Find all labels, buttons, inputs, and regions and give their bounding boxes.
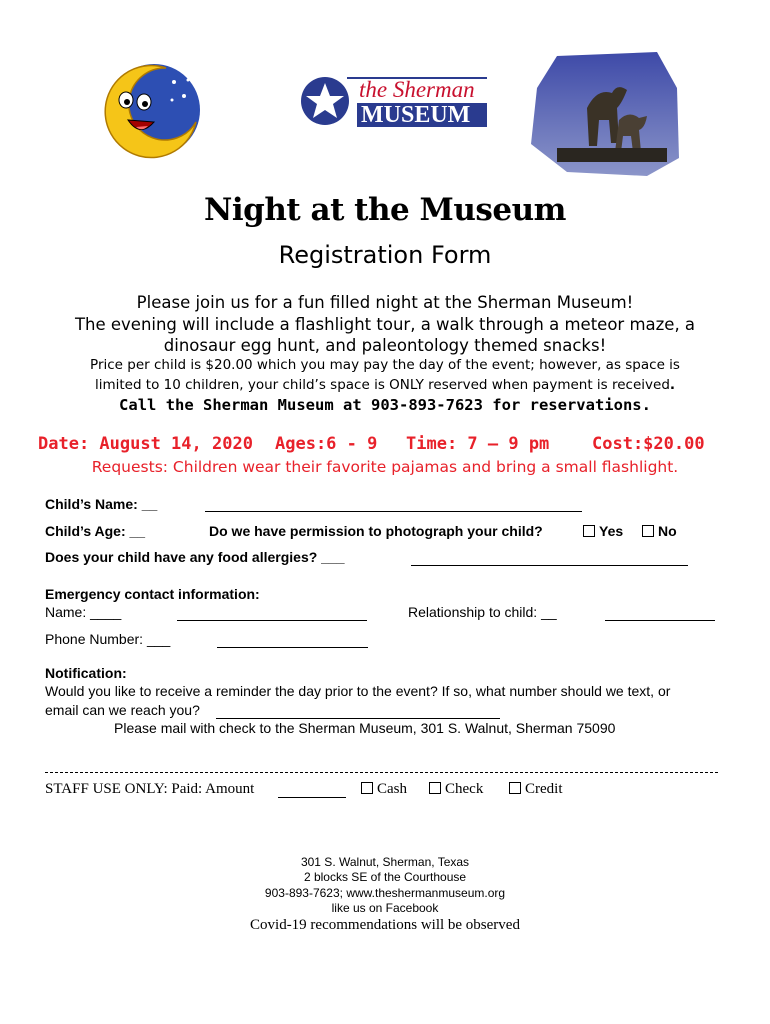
notification-contact-field[interactable] <box>216 704 500 719</box>
intro-line-2: The evening will include a flashlight tour, a walk through a meteor maze, a <box>74 315 696 334</box>
event-date: Date: August 14, 2020 <box>38 434 253 454</box>
photo-yes-checkbox[interactable] <box>583 525 595 537</box>
allergies-label: Does your child have any food allergies? ___ <box>45 549 345 565</box>
dinosaur-photo-image <box>527 48 682 178</box>
footer-directions: 2 blocks SE of the Courthouse <box>303 870 467 884</box>
check-label: Check <box>445 781 484 797</box>
relationship-field[interactable] <box>605 606 715 621</box>
staff-credit-option[interactable] <box>509 781 563 798</box>
staff-cash-option[interactable] <box>361 781 407 798</box>
moon-cartoon-icon <box>104 60 204 160</box>
page-title: Night at the Museum <box>204 192 566 228</box>
price-line-2-period: . <box>669 377 676 393</box>
event-ages: Ages:6 - 9 <box>275 434 378 454</box>
cash-label: Cash <box>377 781 407 797</box>
credit-checkbox[interactable] <box>509 782 521 794</box>
footer-facebook: like us on Facebook <box>331 901 439 915</box>
photo-no-option[interactable] <box>642 523 677 539</box>
page-subtitle: Registration Form <box>278 241 492 269</box>
phone-number-label: Phone Number: ___ <box>45 631 171 647</box>
notification-line-1: Would you like to receive a reminder the day prior to the event? If so, what number should we text, or <box>45 683 671 699</box>
phone-number-field[interactable] <box>217 633 368 648</box>
child-name-label: Child’s Name: __ <box>45 496 158 512</box>
notification-header: Notification: <box>45 665 127 681</box>
intro-line-1: Please join us for a fun filled night at the Sherman Museum! <box>136 293 634 312</box>
credit-label: Credit <box>525 781 563 797</box>
cut-line-divider <box>45 772 718 773</box>
allergies-field[interactable] <box>411 551 688 566</box>
event-cost: Cost:$20.00 <box>592 434 705 454</box>
staff-check-option[interactable] <box>429 781 483 798</box>
price-line-2-text: limited to 10 children, your child’s space is ONLY reserved when payment is received <box>94 377 670 393</box>
intro-line-3: dinosaur egg hunt, and paleontology themed snacks! <box>163 336 607 355</box>
photo-yes-label: Yes <box>599 523 624 539</box>
call-to-reserve: Call the Sherman Museum at 903-893-7623 for reservations. <box>119 396 651 414</box>
notification-line-2: email can we reach you? <box>45 702 200 718</box>
staff-amount-field[interactable] <box>278 783 346 798</box>
child-age-label: Child’s Age: __ <box>45 523 146 539</box>
photo-no-checkbox[interactable] <box>642 525 654 537</box>
sherman-museum-logo <box>297 75 489 131</box>
emergency-contact-header: Emergency contact information: <box>45 586 260 602</box>
logo-line1: the Sherman <box>359 77 475 102</box>
logo-line2: MUSEUM <box>361 102 471 128</box>
emergency-name-label: Name: ____ <box>45 604 122 620</box>
price-line-1: Price per child is $20.00 which you may pay the day of the event; however, as space is <box>90 357 680 373</box>
event-requests: Requests: Children wear their favorite pajamas and bring a small flashlight. <box>91 458 679 476</box>
footer-address: 301 S. Walnut, Sherman, Texas <box>300 855 470 869</box>
cash-checkbox[interactable] <box>361 782 373 794</box>
check-checkbox[interactable] <box>429 782 441 794</box>
photo-yes-option[interactable] <box>583 523 623 539</box>
photo-permission-question: Do we have permission to photograph your child? <box>209 523 543 539</box>
event-time: Time: 7 – 9 pm <box>406 434 550 454</box>
price-line-2 <box>0 377 770 393</box>
footer-contact: 903-893-7623; www.theshermanmuseum.org <box>264 886 506 900</box>
mail-instructions: Please mail with check to the Sherman Museum, 301 S. Walnut, Sherman 75090 <box>114 720 616 736</box>
staff-use-label: STAFF USE ONLY: Paid: Amount <box>45 781 255 797</box>
covid-notice: Covid-19 recommendations will be observed <box>250 917 520 933</box>
emergency-name-field[interactable] <box>177 606 367 621</box>
photo-no-label: No <box>658 523 677 539</box>
relationship-label: Relationship to child: __ <box>408 604 557 620</box>
child-name-field[interactable] <box>205 497 582 512</box>
